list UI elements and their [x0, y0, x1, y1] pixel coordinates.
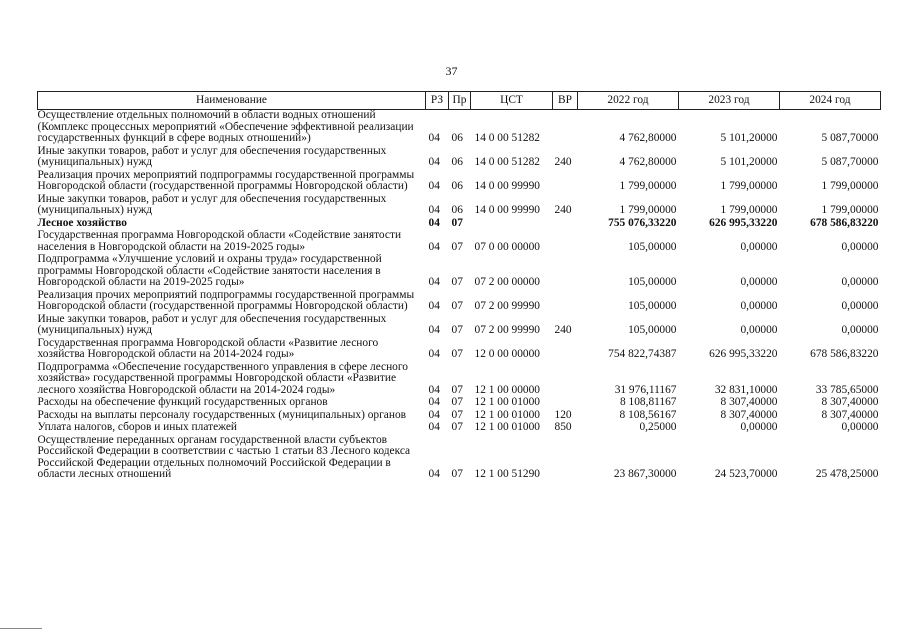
cell-cst: 14 0 00 51282: [474, 156, 540, 168]
cell-name: Реализация прочих мероприятий подпрограммы государственной программы Новгородской области (государственной программы Новгородской области): [37, 168, 415, 192]
cell-rz: 04: [428, 300, 440, 312]
cell-cst: 12 1 00 01000: [474, 396, 540, 408]
cell-pr: 06: [451, 204, 463, 216]
header-rz: РЗ: [426, 92, 449, 110]
cell-name: Осуществление отдельных полномочий в области водных отношений (Комплекс процессных мероприятий «Обеспечение эффективной реализации государственных функций в сфере водных отношений»): [37, 109, 414, 144]
table-header: [38, 92, 881, 110]
cell-rz: 04: [428, 408, 440, 421]
table-row: [38, 170, 881, 194]
cell-vr: [553, 435, 578, 482]
cell-cst: 12 1 00 01000: [474, 408, 540, 421]
table-row: [38, 314, 881, 338]
cell-rz: 04: [428, 180, 440, 192]
cell-2024: 5 087,70000: [821, 156, 879, 168]
cell-2024: 8 307,40000: [821, 396, 879, 408]
cell-vr: 240: [554, 204, 572, 216]
cell-pr: 07: [451, 276, 463, 288]
cell-pr: 07: [451, 324, 463, 336]
cell-2022: 23 867,30000: [613, 468, 677, 480]
cell-cst: 14 0 00 99990: [474, 204, 540, 216]
header-pr: Пр: [449, 92, 471, 110]
cell-2024: 25 478,25000: [815, 468, 879, 480]
cell-vr: [553, 338, 578, 362]
cell-2024: 0,00000: [841, 240, 879, 253]
cell-cst: 07 2 00 99990: [474, 324, 540, 336]
cell-name: Расходы на выплаты персоналу государственных (муниципальных) органов: [37, 408, 407, 421]
cell-vr: 240: [554, 156, 572, 168]
cell-vr: [553, 170, 578, 194]
cell-2024: 0,00000: [841, 324, 879, 336]
cell-2023: 626 995,33220: [709, 348, 778, 360]
cell-2023: 8 307,40000: [720, 396, 778, 408]
table-row: [38, 146, 881, 170]
cell-rz: 04: [428, 216, 440, 229]
cell-vr: [553, 230, 578, 254]
cell-vr: 240: [554, 324, 572, 336]
cell-cst: 14 0 00 51282: [474, 132, 540, 144]
cell-pr: 06: [451, 180, 463, 192]
cell-2022: 105,00000: [628, 240, 677, 253]
cell-cst: 07 2 00 99990: [474, 300, 540, 312]
cell-rz: 04: [428, 204, 440, 216]
cell-2023: 0,00000: [740, 240, 778, 253]
cell-rz: 04: [428, 468, 440, 480]
cell-cst: 12 1 00 00000: [474, 383, 540, 396]
cell-2023: 0,00000: [740, 324, 778, 336]
cell-rz: 04: [428, 276, 440, 288]
cell-2022: 31 976,11167: [614, 383, 677, 396]
cell-2023: 0,00000: [740, 421, 778, 433]
cell-2023: 626 995,33220: [709, 216, 778, 229]
cell-name: Государственная программа Новгородской области «Развитие лесного хозяйства Новгородской области на 2014-2024 годы»: [37, 336, 379, 360]
footer-divider: [0, 628, 42, 629]
header-cst: ЦСТ: [471, 92, 553, 110]
cell-cst: 14 0 00 99990: [474, 180, 540, 192]
page-number: 37: [445, 64, 458, 78]
cell-2024: 0,00000: [841, 300, 879, 312]
cell-vr: [553, 362, 578, 398]
cell-2022: 105,00000: [628, 276, 677, 288]
cell-rz: 04: [428, 421, 440, 433]
cell-2024: 8 307,40000: [821, 408, 879, 421]
cell-2022: 0,25000: [639, 421, 677, 433]
table-row: [38, 230, 881, 254]
header-name: Наименование: [38, 92, 426, 110]
cell-2024: 0,00000: [841, 421, 879, 433]
cell-rz: 04: [428, 324, 440, 336]
cell-pr: 07: [451, 240, 463, 253]
cell-cst: 12 1 00 01000: [474, 421, 540, 433]
cell-pr: 07: [451, 408, 463, 421]
cell-pr: 07: [451, 216, 463, 229]
cell-cst: 07 2 00 00000: [474, 276, 540, 288]
cell-2022: 1 799,00000: [619, 180, 677, 192]
cell-name: Расходы на обеспечение функций государственных органов: [37, 396, 328, 408]
cell-name: Государственная программа Новгородской области «Содействие занятости населения в Новгородской области на 2019-2025 годы»: [37, 229, 402, 253]
cell-pr: 07: [451, 348, 463, 360]
cell-pr: 07: [451, 383, 463, 396]
cell-cst: 12 0 00 00000: [474, 348, 540, 360]
cell-vr: [553, 397, 578, 410]
cell-rz: 04: [428, 132, 440, 144]
table-row: [38, 422, 881, 435]
cell-2022: 8 108,81167: [619, 396, 677, 408]
cell-vr: 850: [554, 421, 572, 433]
cell-vr: [553, 254, 578, 290]
table-row: [38, 194, 881, 218]
cell-name: Уплата налогов, сборов и иных платежей: [37, 421, 237, 433]
cell-cst: 12 1 00 51290: [474, 468, 540, 480]
cell-2023: 1 799,00000: [720, 180, 778, 192]
cell-rz: 04: [428, 156, 440, 168]
cell-2022: 105,00000: [628, 324, 677, 336]
cell-rz: 04: [428, 348, 440, 360]
cell-2023: 0,00000: [740, 276, 778, 288]
header-2022: 2022 год: [578, 92, 679, 110]
cell-pr: 06: [451, 156, 463, 168]
cell-name: Иные закупки товаров, работ и услуг для обеспечения государственных (муниципальных) нужд: [37, 312, 387, 336]
cell-pr: 07: [451, 396, 463, 408]
table-row: [38, 397, 881, 410]
cell-vr: [553, 218, 578, 231]
cell-rz: 04: [428, 396, 440, 408]
cell-name: Иные закупки товаров, работ и услуг для обеспечения государственных (муниципальных) нужд: [37, 144, 387, 168]
cell-2024: 0,00000: [841, 276, 879, 288]
cell-cst: 07 0 00 00000: [474, 240, 540, 253]
cell-pr: 07: [451, 300, 463, 312]
table-row: [38, 254, 881, 290]
cell-2024: 1 799,00000: [821, 204, 879, 216]
cell-2024: 678 586,83220: [810, 216, 879, 229]
cell-pr: 07: [451, 468, 463, 480]
cell-vr: 120: [554, 408, 572, 421]
cell-name: Подпрограмма «Обеспечение государственного управления в сфере лесного хозяйства» государственной программы Новгородской области «Развитие лесного хозяйства Новгородской области на 2014-2024 годы»: [37, 360, 408, 396]
cell-name: Осуществление переданных органам государственной власти субъектов Российской Федерации в соответствии с частью 1 статьи 83 Лесного кодекса Российской Федерации отдельных полномочий Российской Федерации в области лесных отношений: [37, 433, 411, 480]
table-row: [38, 290, 881, 314]
cell-2023: 32 831,10000: [714, 383, 778, 396]
cell-pr: 07: [451, 421, 463, 433]
cell-2023: 0,00000: [740, 300, 778, 312]
header-vr: ВР: [553, 92, 578, 110]
cell-2022: 8 108,56167: [619, 408, 677, 421]
cell-2023: 8 307,40000: [720, 408, 778, 421]
cell-2023: 24 523,70000: [714, 468, 778, 480]
table-row: [38, 110, 881, 146]
table-body: [38, 110, 881, 482]
header-2024: 2024 год: [780, 92, 881, 110]
cell-2022: 754 822,74387: [608, 348, 677, 360]
cell-2022: 1 799,00000: [619, 204, 677, 216]
table-row: [38, 435, 881, 482]
cell-name: Иные закупки товаров, работ и услуг для обеспечения государственных (муниципальных) нужд: [37, 192, 387, 216]
cell-rz: 04: [428, 383, 440, 396]
cell-2024: 5 087,70000: [821, 132, 879, 144]
cell-name: Лесное хозяйство: [37, 216, 128, 229]
cell-2022: 105,00000: [628, 300, 677, 312]
cell-2024: 1 799,00000: [821, 180, 879, 192]
cell-rz: 04: [428, 240, 440, 253]
cell-vr: [553, 110, 578, 146]
table-row: [38, 362, 881, 398]
cell-cst: [471, 218, 553, 231]
cell-2023: 5 101,20000: [720, 156, 778, 168]
header-2023: 2023 год: [679, 92, 780, 110]
cell-2022: 4 762,80000: [619, 156, 677, 168]
table-row: [38, 338, 881, 362]
cell-2023: 5 101,20000: [720, 132, 778, 144]
cell-name: Подпрограмма «Улучшение условий и охраны труда» государственной программы Новгородской области «Содействие занятости населения в Новгородской области на 2019-2025 годы»: [37, 253, 382, 288]
cell-name: Реализация прочих мероприятий подпрограммы государственной программы Новгородской области (государственной программы Новгородской области): [37, 288, 415, 312]
budget-table: [37, 91, 881, 482]
cell-2024: 33 785,65000: [815, 383, 879, 396]
cell-2023: 1 799,00000: [720, 204, 778, 216]
cell-2022: 755 076,33220: [608, 216, 677, 229]
cell-2022: 4 762,80000: [619, 132, 677, 144]
cell-2024: 678 586,83220: [810, 348, 879, 360]
cell-pr: 06: [451, 132, 463, 144]
cell-vr: [553, 290, 578, 314]
